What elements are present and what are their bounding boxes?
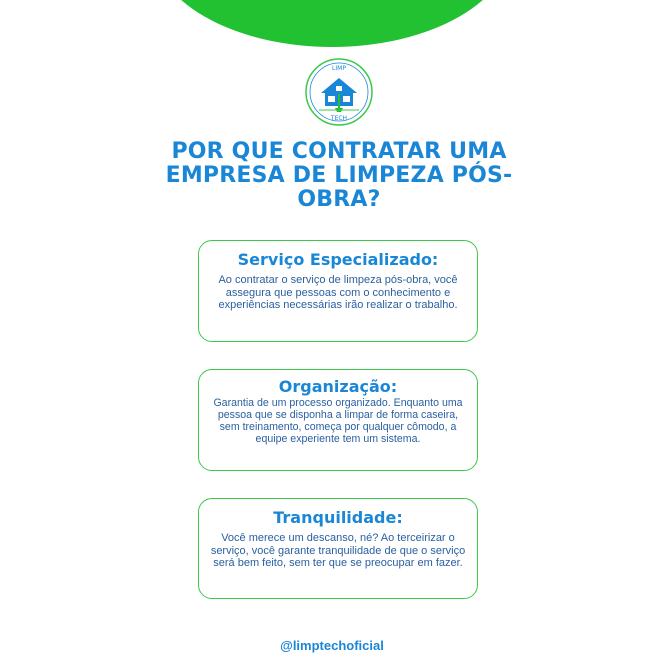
card-body: Você merece um descanso, né? Ao terceirizar o serviço, você garante tranquilidade de que o serviço será bem feito, sem ter que se preocupar em fazer. xyxy=(210,532,466,569)
social-handle: @limptechoficial xyxy=(280,638,384,653)
card-title: Serviço Especializado: xyxy=(237,250,439,269)
limptech-logo xyxy=(303,56,375,128)
logo-text-bottom: TECH xyxy=(330,115,348,122)
card-body: Garantia de um processo organizado. Enquanto uma pessoa que se disponha a limpar de forma caseira, sem treinamento, começa por qualquer cômodo, a equipe experiente tem um sistema. xyxy=(213,397,463,445)
top-green-arc xyxy=(152,0,512,47)
logo-text-top: LIMP xyxy=(332,65,346,72)
card-body: Ao contratar o serviço de limpeza pós-obra, você assegura que pessoas com o conhecimento e experiências necessárias irão realizar o trabalho. xyxy=(218,274,458,311)
card-organizacao xyxy=(198,369,478,471)
page-title: POR QUE CONTRATAR UMA EMPRESA DE LIMPEZA PÓS-OBRA? xyxy=(165,139,513,212)
card-tranquilidade xyxy=(198,498,478,599)
card-servico-especializado xyxy=(198,240,478,342)
card-title: Organização: xyxy=(278,377,398,396)
logo-icon xyxy=(303,56,375,128)
card-title: Tranquilidade: xyxy=(273,508,403,527)
